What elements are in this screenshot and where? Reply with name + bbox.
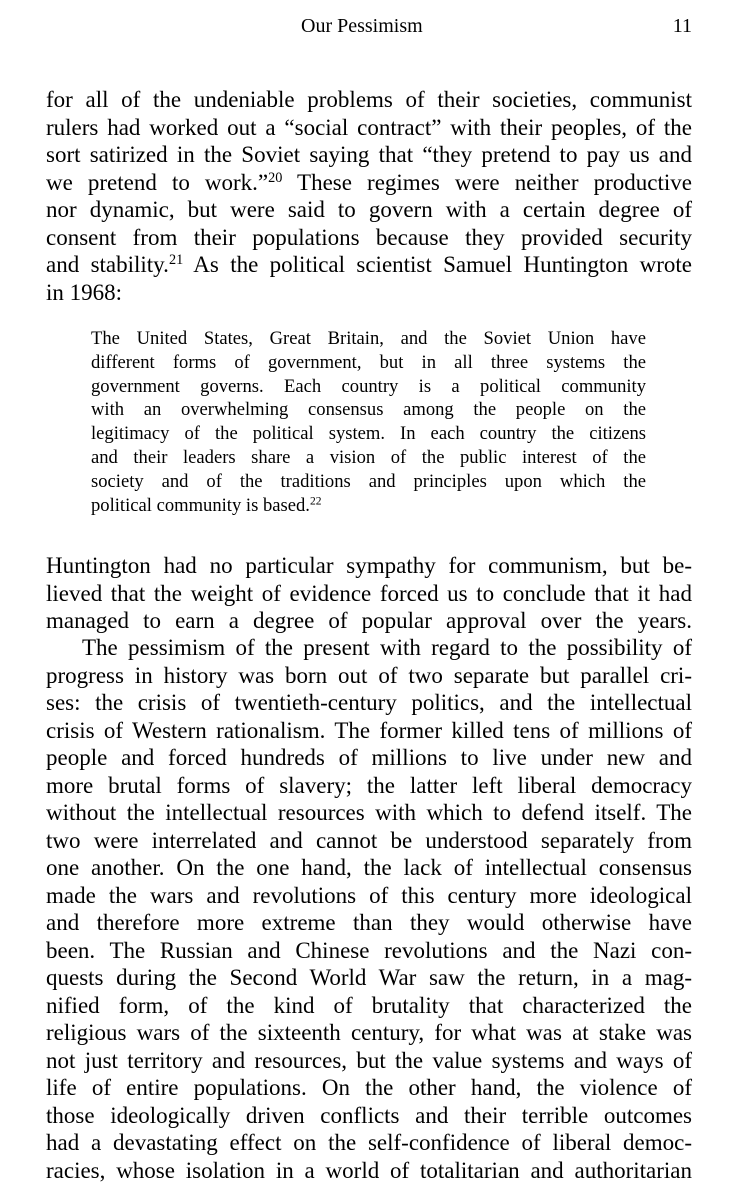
text-line bbox=[46, 772, 692, 800]
line-text: The pessimism of the present with regard to the possibility of bbox=[82, 635, 692, 660]
footnote-marker: 20 bbox=[268, 170, 282, 186]
line-text: lieved that the weight of evidence forced us to conclude that it had bbox=[46, 581, 692, 606]
text-line bbox=[46, 1157, 692, 1184]
line-text: rulers had worked out a “social contract” with their peoples, of the bbox=[46, 115, 692, 140]
text-line bbox=[46, 279, 692, 307]
running-header-title: Our Pessimism bbox=[301, 14, 423, 38]
line-text: progress in history was born out of two separate but parallel cri- bbox=[46, 663, 692, 688]
line-text: political community is based. bbox=[91, 495, 310, 516]
text-line bbox=[46, 634, 692, 662]
line-text: and their leaders share a vision of the public interest of the bbox=[91, 447, 646, 468]
text-line bbox=[46, 937, 692, 965]
line-text: we pretend to work.” bbox=[46, 170, 268, 195]
text-line bbox=[46, 552, 692, 580]
text-line bbox=[46, 964, 692, 992]
line-text: quests during the Second World War saw the return, in a mag- bbox=[46, 965, 692, 990]
text-line bbox=[46, 662, 692, 690]
text-line bbox=[91, 351, 646, 375]
text-line bbox=[46, 141, 692, 169]
text-line bbox=[46, 799, 692, 827]
line-text: managed to earn a degree of popular approval over the years. bbox=[46, 608, 692, 633]
line-text: made the wars and revolutions of this century more ideological bbox=[46, 883, 692, 908]
line-text: ses: the crisis of twentieth-century politics, and the intellectual bbox=[46, 690, 692, 715]
line-text-continued: As the political scientist Samuel Huntington wrote bbox=[183, 252, 692, 277]
line-text: nified form, of the kind of brutality that characterized the bbox=[46, 993, 692, 1018]
text-line bbox=[46, 717, 692, 745]
text-line bbox=[91, 422, 646, 446]
line-text: different forms of government, but in all three systems the bbox=[91, 352, 646, 373]
text-line bbox=[46, 689, 692, 717]
text-line bbox=[46, 224, 692, 252]
text-line bbox=[46, 251, 692, 279]
line-text: two were interrelated and cannot be understood separately from bbox=[46, 828, 692, 853]
text-line bbox=[46, 114, 692, 142]
text-line bbox=[46, 169, 692, 197]
line-text: sort satirized in the Soviet saying that “they pretend to pay us and bbox=[46, 142, 692, 167]
line-text: crisis of Western rationalism. The former killed tens of millions of bbox=[46, 718, 692, 743]
line-text: legitimacy of the political system. In each country the citizens bbox=[91, 423, 646, 444]
line-text: The United States, Great Britain, and the Soviet Union have bbox=[91, 328, 646, 349]
line-text: and therefore more extreme than they would otherwise have bbox=[46, 910, 692, 935]
line-text: Huntington had no particular sympathy for communism, but be- bbox=[46, 553, 692, 578]
footnote-marker: 21 bbox=[169, 252, 183, 268]
line-text: society and of the traditions and principles upon which the bbox=[91, 471, 646, 492]
text-line bbox=[91, 398, 646, 422]
line-text: people and forced hundreds of millions to live under new and bbox=[46, 745, 692, 770]
line-text: with an overwhelming consensus among the people on the bbox=[91, 399, 646, 420]
text-line bbox=[46, 1047, 692, 1075]
text-line bbox=[91, 470, 646, 494]
line-text: for all of the undeniable problems of their societies, communist bbox=[46, 87, 692, 112]
text-line bbox=[46, 744, 692, 772]
text-line bbox=[46, 827, 692, 855]
text-line bbox=[91, 494, 646, 518]
line-text: one another. On the one hand, the lack of intellectual consensus bbox=[46, 855, 692, 880]
text-line bbox=[46, 86, 692, 114]
line-text-continued: These regimes were neither productive bbox=[282, 170, 692, 195]
text-line bbox=[46, 1102, 692, 1130]
line-text: without the intellectual resources with which to defend itself. The bbox=[46, 800, 692, 825]
text-line bbox=[46, 196, 692, 224]
text-line bbox=[46, 607, 692, 635]
line-text: nor dynamic, but were said to govern with a certain degree of bbox=[46, 197, 692, 222]
text-line bbox=[46, 854, 692, 882]
text-line bbox=[46, 1129, 692, 1157]
text-line bbox=[91, 327, 646, 351]
text-line bbox=[46, 580, 692, 608]
line-text: those ideologically driven conflicts and their terrible outcomes bbox=[46, 1103, 692, 1128]
line-text: more brutal forms of slavery; the latter left liberal democracy bbox=[46, 773, 692, 798]
text-line bbox=[91, 446, 646, 470]
text-line bbox=[91, 375, 646, 399]
text-line bbox=[46, 1074, 692, 1102]
footnote-marker: 22 bbox=[310, 495, 322, 507]
line-text: religious wars of the sixteenth century, for what was at stake was bbox=[46, 1020, 692, 1045]
line-text: had a devastating effect on the self-confidence of liberal democ- bbox=[46, 1130, 692, 1155]
line-text: consent from their populations because they provided security bbox=[46, 225, 692, 250]
line-text: and stability. bbox=[46, 252, 169, 277]
line-text: government governs. Each country is a political community bbox=[91, 376, 646, 397]
text-line bbox=[46, 992, 692, 1020]
line-text: racies, whose isolation in a world of totalitarian and authoritarian bbox=[46, 1158, 692, 1183]
text-line bbox=[46, 882, 692, 910]
line-text: been. The Russian and Chinese revolutions and the Nazi con- bbox=[46, 938, 692, 963]
line-text: not just territory and resources, but the value systems and ways of bbox=[46, 1048, 692, 1073]
line-text: life of entire populations. On the other hand, the violence of bbox=[46, 1075, 692, 1100]
text-line bbox=[46, 1019, 692, 1047]
text-line bbox=[46, 909, 692, 937]
line-text: in 1968: bbox=[46, 280, 122, 305]
page-number: 11 bbox=[673, 14, 692, 38]
